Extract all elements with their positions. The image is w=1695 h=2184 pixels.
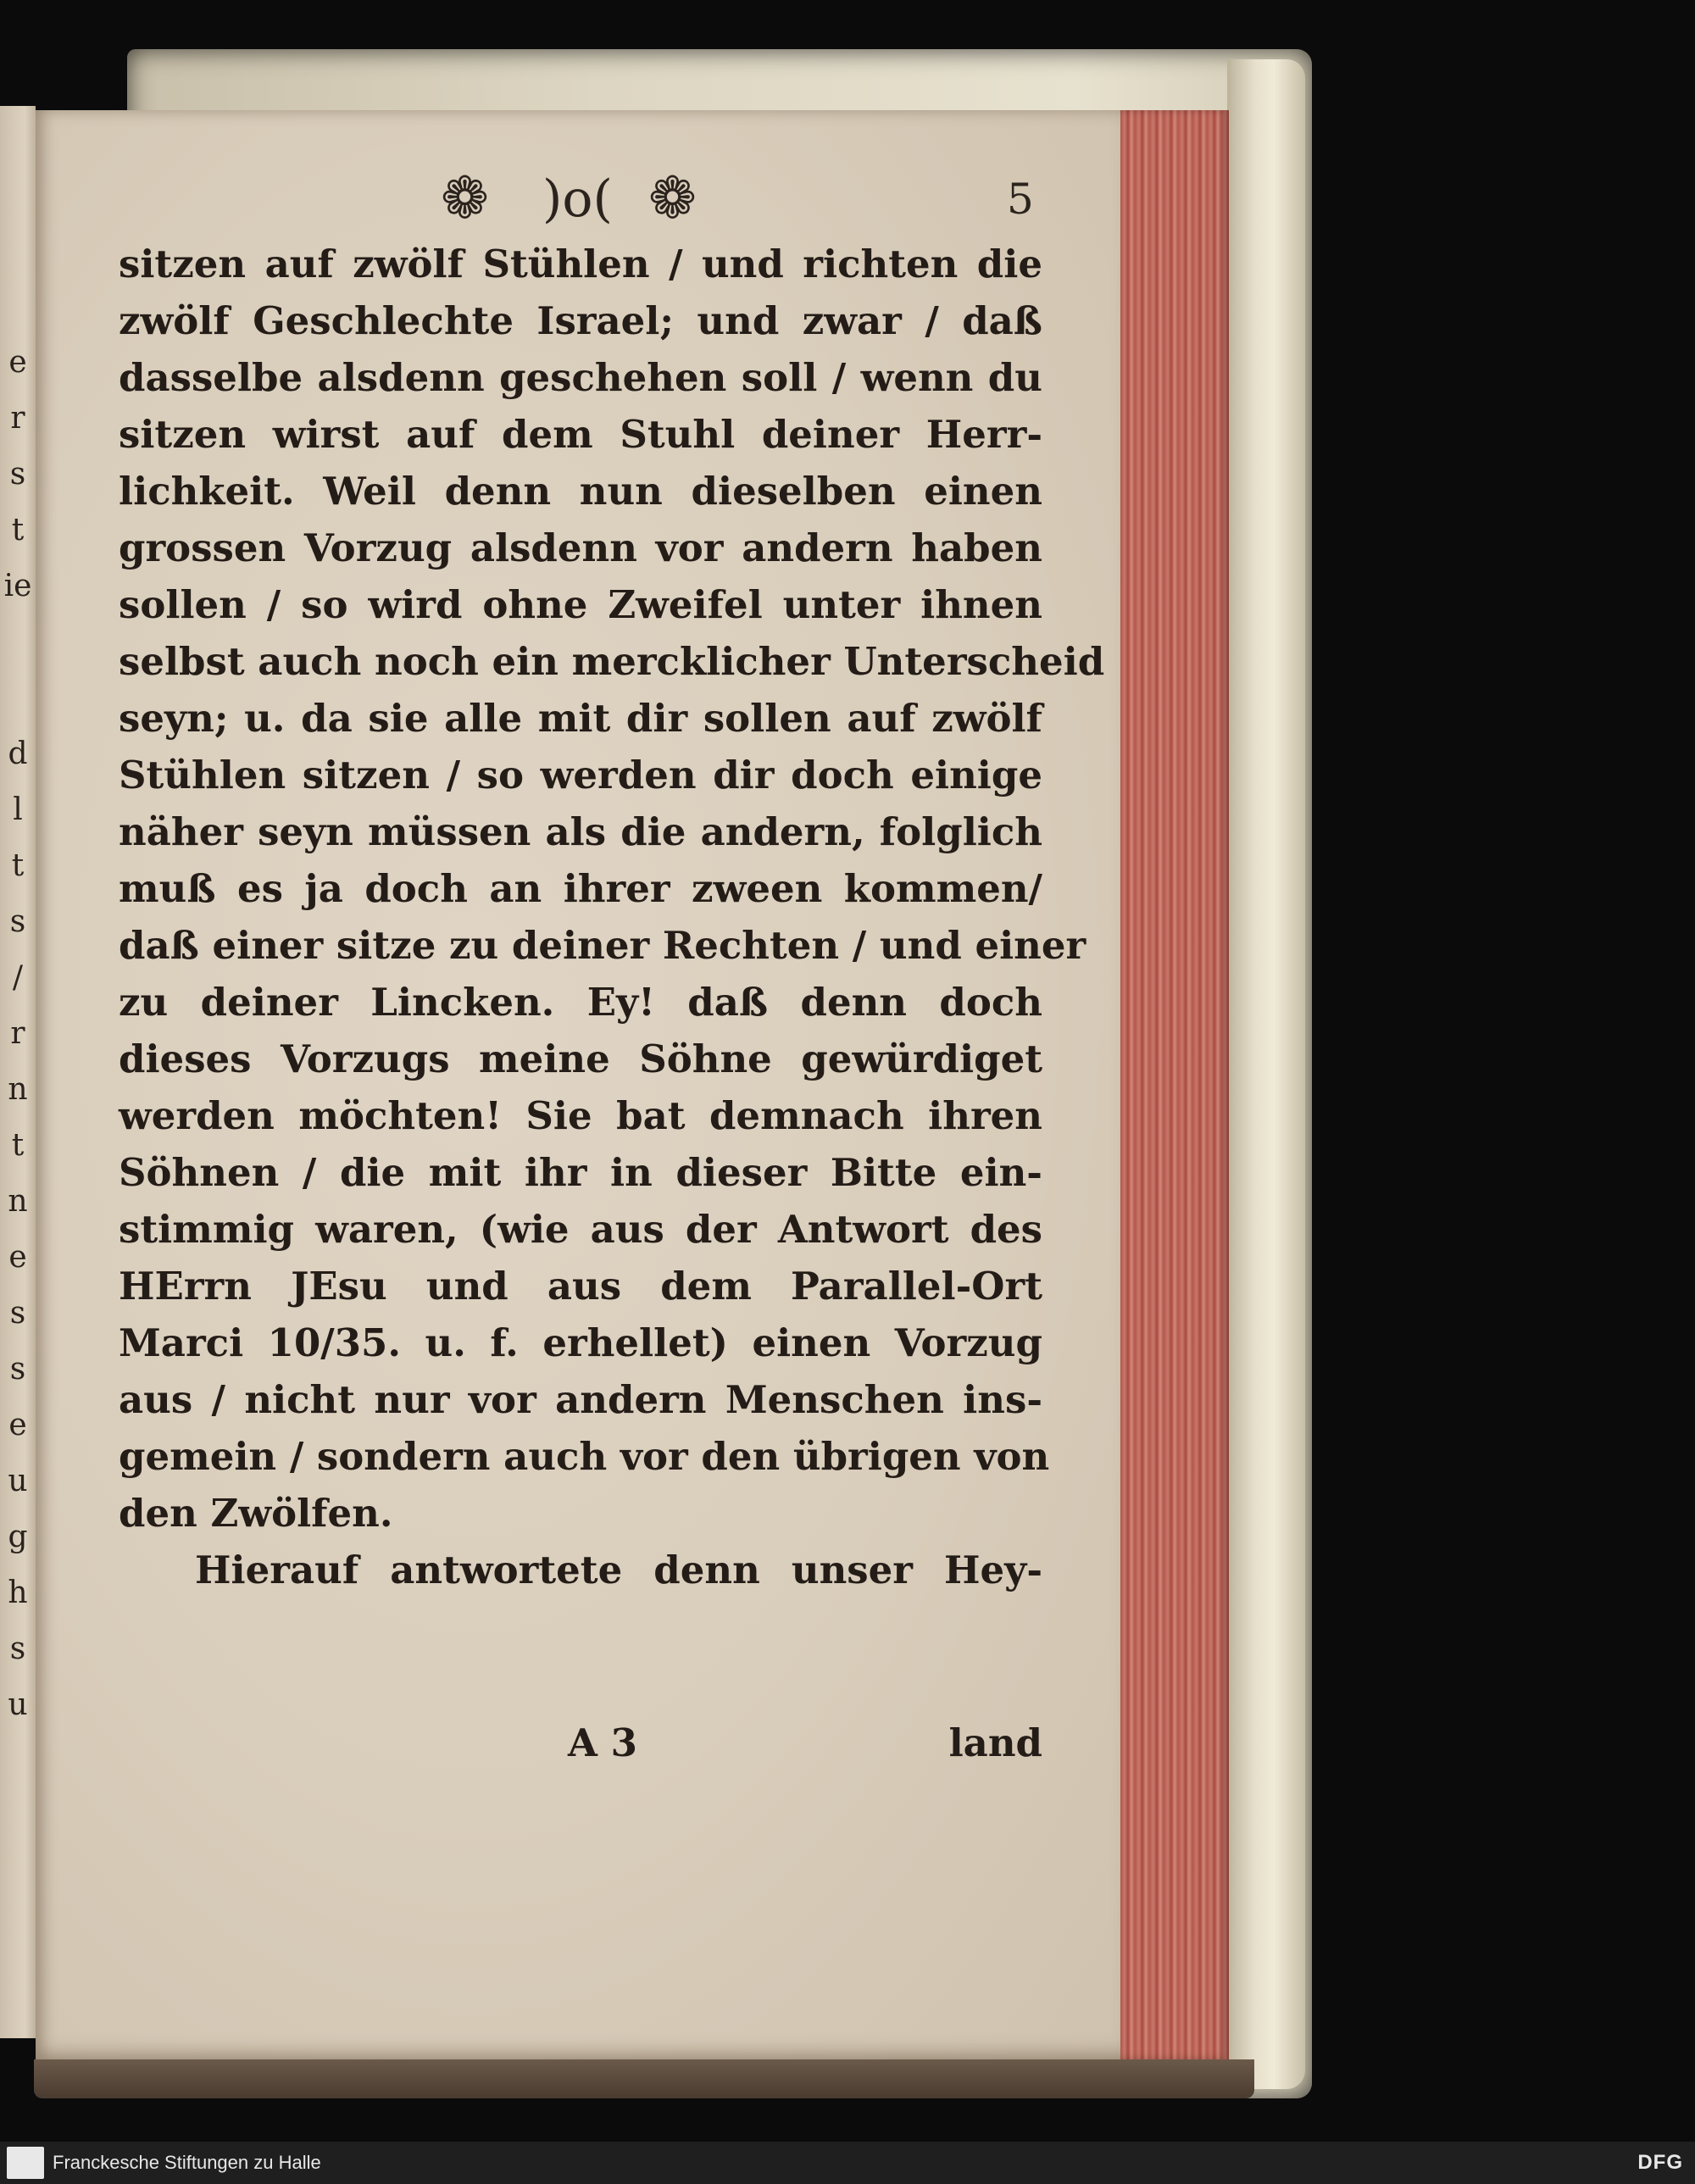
institution-name: Franckesche Stiftungen zu Halle bbox=[53, 2152, 321, 2173]
left-page-char: h bbox=[8, 1575, 28, 1610]
book-cover-bottom bbox=[34, 2059, 1254, 2098]
left-page-char: t bbox=[11, 513, 25, 547]
text-line: stimmig waren, (wie aus der Antwort des bbox=[119, 1207, 1042, 1252]
left-page-char: u bbox=[8, 1687, 28, 1722]
text-line: lichkeit. Weil denn nun dieselben einen bbox=[119, 469, 1042, 514]
page-number: 5 bbox=[1007, 175, 1034, 224]
left-page-char: d bbox=[8, 736, 28, 771]
red-page-edges bbox=[1120, 110, 1229, 2059]
text-line: den Zwölfen. bbox=[119, 1491, 393, 1536]
left-page-edge bbox=[0, 106, 36, 2038]
body-text bbox=[119, 236, 1105, 1598]
text-line: aus / nicht nur vor andern Menschen ins- bbox=[119, 1377, 1042, 1422]
left-page-char: t bbox=[11, 848, 25, 883]
left-page-char: s bbox=[9, 1352, 26, 1387]
text-line: Marci 10/35. u. f. erhellet) einen Vorzug bbox=[119, 1320, 1042, 1365]
text-line: grossen Vorzug alsdenn vor andern haben bbox=[119, 525, 1042, 570]
ornament-left-icon: ❁ bbox=[441, 165, 489, 232]
text-line: Söhnen / die mit ihr in dieser Bitte ein- bbox=[119, 1150, 1042, 1195]
left-page-char: r bbox=[10, 401, 25, 436]
funder-label: DFG bbox=[1637, 2151, 1683, 2174]
left-page-char: t bbox=[11, 1128, 25, 1163]
text-line: HErrn JEsu und aus dem Parallel-Ort bbox=[119, 1264, 1042, 1309]
left-page-char: s bbox=[9, 1631, 26, 1666]
left-page-char: r bbox=[10, 1016, 25, 1051]
ornament-right-icon: ❁ bbox=[648, 165, 697, 232]
book-cover-edge bbox=[1227, 59, 1305, 2089]
header-mark: )o( bbox=[542, 169, 613, 229]
catchword: land bbox=[948, 1720, 1042, 1765]
left-page-char: u bbox=[8, 1464, 28, 1498]
page-header bbox=[432, 165, 1068, 232]
left-page-char: g bbox=[8, 1520, 28, 1554]
institution-logo-icon bbox=[7, 2147, 44, 2179]
left-page-char: n bbox=[8, 1184, 28, 1219]
left-page-char: l bbox=[13, 792, 23, 827]
left-page-char: ie bbox=[3, 569, 32, 603]
left-page-char: e bbox=[8, 1240, 27, 1275]
text-line: Hierauf antwortete denn unser Hey- bbox=[195, 1548, 1042, 1592]
text-line: näher seyn müssen als die andern, folglich bbox=[119, 809, 1042, 854]
text-line: selbst auch noch ein mercklicher Unterscheid bbox=[119, 639, 1105, 684]
text-line: werden möchten! Sie bat demnach ihren bbox=[119, 1093, 1042, 1138]
left-page-char bbox=[2, 670, 34, 726]
credit-bar bbox=[0, 2142, 1695, 2184]
left-page-char: / bbox=[12, 960, 24, 995]
text-line: zwölf Geschlechte Israel; und zwar / daß bbox=[119, 298, 1042, 343]
left-page-char: e bbox=[8, 1408, 27, 1442]
text-line: zu deiner Lincken. Ey! daß denn doch bbox=[119, 980, 1042, 1025]
left-page-char: e bbox=[8, 345, 27, 380]
left-page-char: s bbox=[9, 1296, 26, 1331]
left-page-char: n bbox=[8, 1072, 28, 1107]
signature-mark: A 3 bbox=[568, 1720, 637, 1765]
text-line: dasselbe alsdenn geschehen soll / wenn du bbox=[119, 355, 1042, 400]
left-page-char: s bbox=[9, 904, 26, 939]
text-line: dieses Vorzugs meine Söhne gewürdiget bbox=[119, 1036, 1042, 1081]
text-line: sitzen wirst auf dem Stuhl deiner Herr- bbox=[119, 412, 1042, 457]
text-line: muß es ja doch an ihrer zween kommen/ bbox=[119, 866, 1042, 911]
text-line: Stühlen sitzen / so werden dir doch einige bbox=[119, 753, 1042, 797]
left-page-text bbox=[2, 335, 34, 1945]
left-page-char bbox=[2, 614, 34, 670]
left-page-char: s bbox=[9, 457, 26, 492]
text-line: sitzen auf zwölf Stühlen / und richten die bbox=[119, 242, 1042, 286]
page-footer bbox=[119, 1714, 1042, 1773]
text-line: daß einer sitze zu deiner Rechten / und einer bbox=[119, 923, 1086, 968]
text-line: seyn; u. da sie alle mit dir sollen auf zwölf bbox=[119, 696, 1042, 741]
text-line: gemein / sondern auch vor den übrigen von bbox=[119, 1434, 1050, 1479]
text-line: sollen / so wird ohne Zweifel unter ihnen bbox=[119, 582, 1042, 627]
